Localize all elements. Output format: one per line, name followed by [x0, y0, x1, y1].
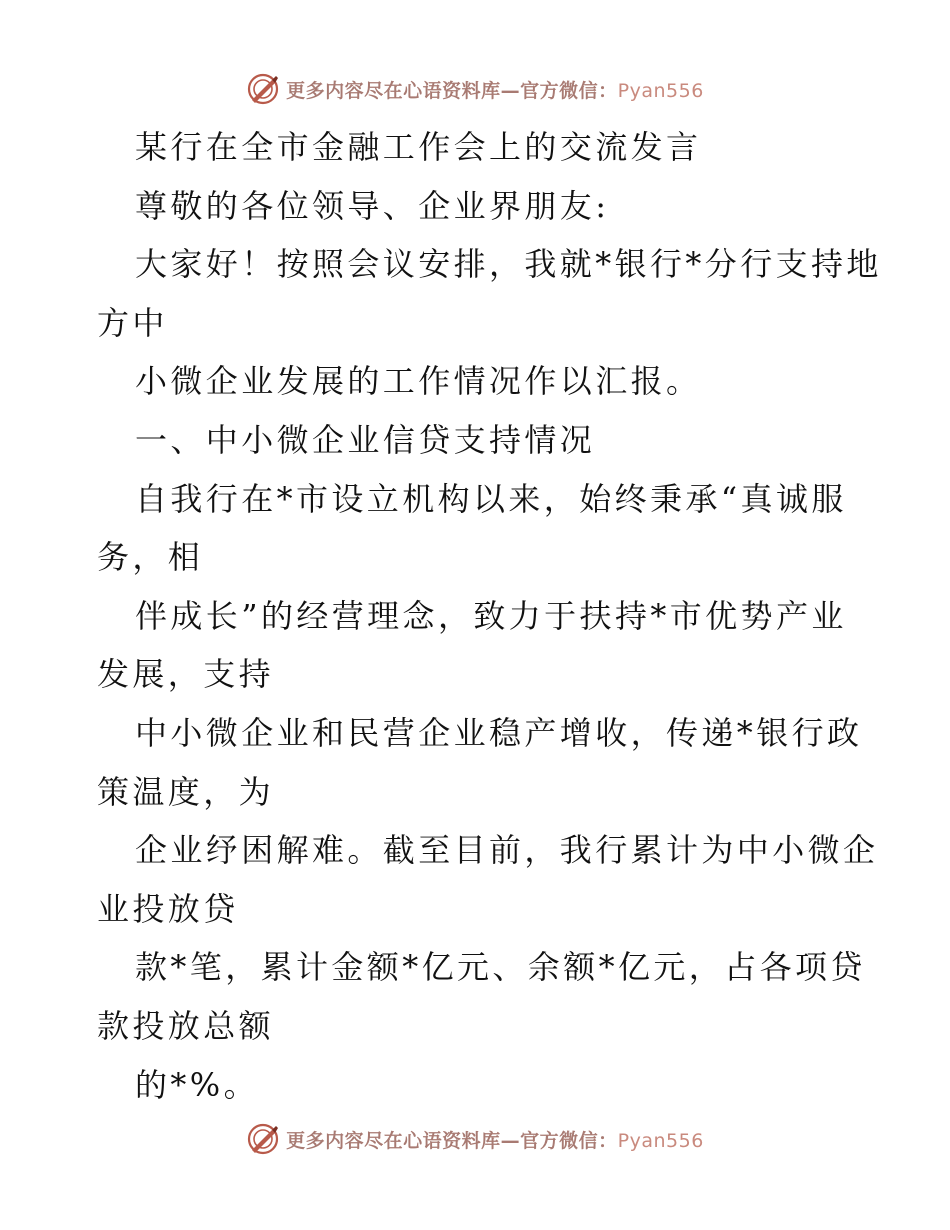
- text-line: 务，相: [97, 538, 204, 577]
- text-line: 方中: [97, 303, 168, 342]
- text-line: 企业纾困解难。截至目前，我行累计为中小微企: [135, 831, 879, 870]
- document-body: [97, 118, 882, 1114]
- text-line: 业投放贷: [97, 889, 239, 928]
- watermark-id: Pyan556: [617, 79, 704, 102]
- watermark-header: [0, 72, 950, 106]
- text-line: 策温度，为: [97, 772, 275, 811]
- text-line: 自我行在*市设立机构以来，始终秉承“真诚服: [135, 479, 847, 518]
- watermark-text: 更多内容尽在心语资料库—官方微信：: [286, 79, 618, 102]
- text-line: 中小微企业和民营企业稳产增收，传递*银行政: [135, 713, 863, 752]
- text-line: 大家好！按照会议安排，我就*银行*分行支持地: [135, 245, 882, 284]
- text-line: 一、中小微企业信贷支持情况: [135, 420, 596, 459]
- pen-logo-icon: [246, 72, 280, 106]
- text-line: 小微企业发展的工作情况作以汇报。: [135, 362, 702, 401]
- watermark-text: 更多内容尽在心语资料库—官方微信：: [286, 1129, 618, 1152]
- text-line: 尊敬的各位领导、企业界朋友:: [135, 186, 610, 225]
- text-line: 款投放总额: [97, 1006, 275, 1045]
- watermark-footer: [0, 1122, 950, 1156]
- text-line: 款*笔，累计金额*亿元、余额*亿元，占各项贷: [135, 948, 866, 987]
- text-line: 某行在全市金融工作会上的交流发言: [135, 128, 702, 166]
- text-line: 的*%。: [135, 1065, 260, 1104]
- text-line: 伴成长”的经营理念，致力于扶持*市优势产业: [135, 596, 847, 635]
- pen-logo-icon: [246, 1122, 280, 1156]
- text-line: 发展，支持: [97, 655, 275, 694]
- watermark-id: Pyan556: [617, 1129, 704, 1152]
